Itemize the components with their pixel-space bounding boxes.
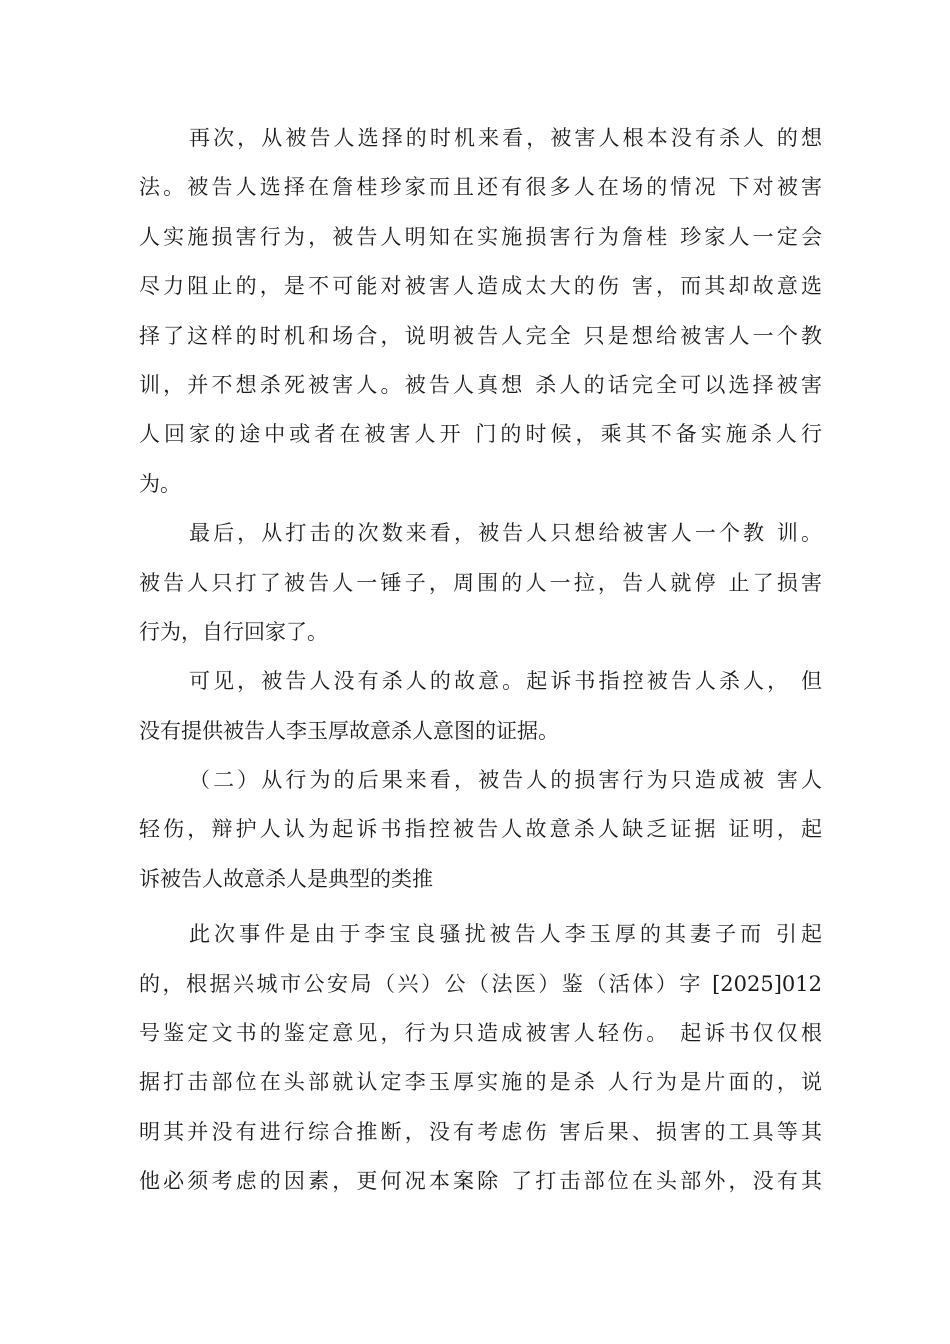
text-line: 尽力阻止的，是不可能对被害人造成太大的伤 害，而其却故意选 bbox=[139, 274, 822, 299]
text-line: 为。 bbox=[139, 471, 181, 496]
text-line: 择了这样的时机和场合，说明被告人完全 只是想给被害人一个教 bbox=[139, 323, 822, 348]
text-line: 被告人只打了被告人一锤子，周围的人一拉，告人就停 止了损害 bbox=[139, 570, 822, 595]
text-line: 人回家的途中或者在被害人开 门的时候，乘其不备实施杀人行 bbox=[139, 422, 822, 447]
paragraph-timing bbox=[139, 114, 822, 509]
text-line: （二）从行为的后果来看，被告人的损害行为只造成被 害人 bbox=[189, 768, 822, 793]
text-line: 再次，从被告人选择的时机来看，被害人根本没有杀人 的想 bbox=[189, 126, 822, 150]
document-body bbox=[139, 114, 822, 1207]
paragraph-strike-count bbox=[139, 509, 822, 657]
text-line: 据打击部位在头部就认定李玉厚实施的是杀 人行为是片面的，说 bbox=[139, 1070, 822, 1095]
text-line: 法。被告人选择在詹桂珍家而且还有很多人在场的情况 下对被害 bbox=[139, 175, 822, 200]
text-line: 可见，被告人没有杀人的故意。起诉书指控被告人杀人， 但 bbox=[189, 669, 822, 694]
text-line: 轻伤，辩护人认为起诉书指控被告人故意杀人缺乏证据 证明，起 bbox=[139, 817, 822, 842]
text-line: 训，并不想杀死被害人。被告人真想 杀人的话完全可以选择被害 bbox=[139, 372, 822, 397]
text-line: 没有提供被告人李玉厚故意杀人意图的证据。 bbox=[139, 718, 559, 743]
paragraph-section-two-heading bbox=[139, 756, 822, 904]
text-line: 他必须考虑的因素，更何况本案除 了打击部位在头部外，没有其 bbox=[139, 1169, 822, 1194]
paragraph-conclusion bbox=[139, 657, 822, 756]
text-line: 号鉴定文书的鉴定意见，行为只造成被害人轻伤。 起诉书仅仅根 bbox=[139, 1021, 822, 1046]
paragraph-incident bbox=[139, 910, 822, 1206]
text-line: 此次事件是由于李宝良骚扰被告人李玉厚的其妻子而 引起 bbox=[189, 922, 822, 947]
text-line: 行为，自行回家了。 bbox=[139, 619, 328, 644]
text-line: 最后，从打击的次数来看，被告人只想给被害人一个教 训。 bbox=[189, 521, 822, 546]
text-line: 诉被告人故意杀人是典型的类推 bbox=[139, 866, 433, 891]
text-line: 的，根据兴城市公安局（兴）公（法医）鉴（活体）字 [2025]012 bbox=[139, 971, 822, 996]
text-line: 明其并没有进行综合推断，没有考虑伤 害后果、损害的工具等其 bbox=[139, 1119, 822, 1144]
text-line: 人实施损害行为，被告人明知在实施损害行为詹桂 珍家人一定会 bbox=[139, 224, 822, 249]
